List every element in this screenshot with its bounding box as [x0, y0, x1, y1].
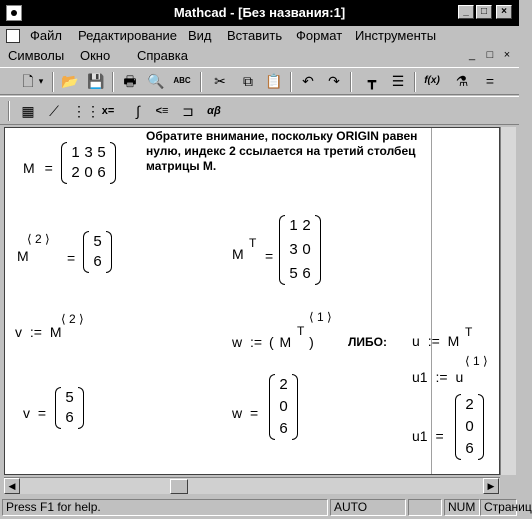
eq-sign: =	[44, 160, 53, 176]
eq-sign: =	[37, 405, 47, 421]
matrix-cell: 6	[279, 420, 288, 437]
matrix-cell: 6	[465, 440, 474, 457]
page-status: Страниц	[480, 499, 517, 516]
u-symbol: u	[412, 333, 420, 349]
eq-sign: =	[67, 250, 76, 266]
column-superscript: ⟨ 1 ⟩	[465, 354, 488, 368]
paste-icon[interactable]: 📋	[265, 73, 283, 89]
u-assignment[interactable]	[412, 333, 459, 349]
right-margin-line	[431, 128, 432, 474]
minimize-button[interactable]: _	[458, 5, 474, 19]
vertical-scrollbar[interactable]	[500, 127, 516, 475]
doc-close-button[interactable]: ×	[503, 49, 511, 61]
w-symbol: w	[232, 405, 243, 421]
transpose-superscript: T	[249, 236, 257, 250]
redo-icon[interactable]: ↷	[328, 73, 340, 89]
u1-assignment[interactable]	[412, 369, 463, 385]
menu-symbols[interactable]: Символы	[8, 48, 65, 63]
transpose-superscript: T	[465, 325, 473, 339]
num-status: NUM	[444, 499, 480, 516]
insert-unit-icon[interactable]: ⚗	[455, 73, 469, 89]
open-icon[interactable]: 📂	[61, 73, 79, 89]
caps-status	[408, 499, 442, 516]
u1-symbol: u1	[412, 369, 428, 385]
matrix-w[interactable]	[269, 374, 298, 440]
calculator-icon[interactable]: ▦	[21, 103, 35, 119]
m-symbol: M	[232, 246, 244, 262]
document-icon[interactable]	[6, 29, 20, 43]
scroll-left-icon[interactable]: ◀	[4, 478, 20, 494]
standard-toolbar	[0, 67, 519, 95]
u-symbol: u	[455, 369, 464, 385]
undo-icon[interactable]: ↶	[302, 73, 314, 89]
spellcheck-icon[interactable]: ABC	[173, 76, 191, 85]
matrix-cell: 5	[289, 265, 298, 282]
boolean-icon[interactable]: <≡	[155, 105, 169, 117]
worksheet[interactable]	[4, 127, 500, 475]
eq-sign: =	[265, 248, 274, 264]
cut-icon[interactable]: ✂	[214, 73, 226, 89]
new-icon[interactable]: 🗋	[22, 73, 34, 89]
status-bar	[0, 496, 532, 519]
greek-icon[interactable]: αβ	[207, 105, 221, 117]
matrix-cell: 6	[65, 409, 74, 426]
doc-minimize-button[interactable]: _	[468, 49, 476, 61]
note-text[interactable]: Обратите внимание, поскольку ORIGIN равен нулю, индекс 2 ссылается на третий столбец матрицы M.	[146, 129, 418, 173]
column-superscript: ⟨ 2 ⟩	[27, 232, 50, 246]
menu-insert[interactable]: Вставить	[227, 28, 283, 43]
horizontal-scrollbar[interactable]	[4, 477, 500, 494]
window-title: Mathcad - [Без названия:1]	[173, 5, 346, 20]
matrix-cell: 5	[97, 144, 106, 161]
assign-operator: :=	[29, 324, 42, 340]
assign-operator: :=	[435, 369, 448, 385]
save-icon[interactable]: 💾	[87, 73, 105, 89]
menu-file[interactable]: Файл	[30, 28, 62, 43]
menu-window[interactable]: Окно	[80, 48, 111, 63]
v-symbol: v	[23, 405, 30, 421]
calculus-icon[interactable]: ∫	[136, 103, 140, 119]
matrix-m[interactable]	[61, 142, 116, 184]
matrix-cell: 5	[65, 389, 74, 406]
w-symbol: w	[232, 334, 243, 350]
print-preview-icon[interactable]: 🔍	[147, 73, 165, 89]
matrix-cell: 2	[71, 164, 80, 181]
matrix-cell: 0	[279, 398, 288, 415]
matrix-cell: 2	[279, 376, 288, 393]
matrix-m-transpose[interactable]	[279, 215, 321, 285]
assign-operator: :=	[250, 334, 263, 350]
m-symbol: M	[23, 160, 35, 176]
paren: (	[268, 334, 274, 350]
insert-function-icon[interactable]: f(x)	[424, 75, 440, 86]
close-button[interactable]: ×	[496, 5, 512, 19]
eq-sign: =	[250, 405, 259, 421]
matrix-v[interactable]	[55, 387, 84, 429]
m-symbol: M	[279, 334, 292, 350]
v-evaluation[interactable]	[23, 405, 46, 421]
u1-symbol: u1	[412, 428, 428, 444]
evaluation-icon[interactable]: x=	[101, 105, 115, 117]
scroll-right-icon[interactable]: ▶	[483, 478, 499, 494]
matrix-cell: 3	[289, 241, 298, 258]
m-col2-expression[interactable]	[17, 248, 29, 264]
title-bar	[0, 0, 519, 26]
programming-icon[interactable]: ⊐	[182, 103, 194, 119]
print-icon[interactable]: 🖶	[123, 73, 137, 89]
u1-evaluation[interactable]	[412, 428, 444, 444]
column-superscript: ⟨ 2 ⟩	[61, 312, 84, 326]
eq-sign: =	[435, 428, 444, 444]
scroll-thumb[interactable]	[170, 479, 188, 494]
matrix-cell: 6	[302, 265, 311, 282]
m-symbol: M	[49, 324, 62, 340]
matrix-m-col2[interactable]	[83, 231, 112, 273]
menu-view[interactable]: Вид	[188, 28, 212, 43]
align-across-icon[interactable]: ┳	[367, 73, 377, 89]
v-symbol: v	[15, 324, 22, 340]
matrix-u1[interactable]	[455, 394, 484, 460]
matrix-cell: 6	[97, 164, 106, 181]
copy-icon[interactable]: ⧉	[243, 73, 253, 89]
menu-bar-row2	[0, 46, 519, 66]
auto-status: AUTO	[330, 499, 406, 516]
doc-restore-button[interactable]: □	[486, 49, 494, 61]
m-definition[interactable]	[23, 160, 53, 176]
matrix-cell: 0	[302, 241, 311, 258]
menu-bar	[0, 26, 519, 48]
matrix-cell: 3	[84, 144, 93, 161]
assign-operator: :=	[427, 333, 440, 349]
matrix-cell: 2	[302, 217, 311, 234]
m-symbol: M	[17, 248, 29, 264]
maximize-button[interactable]: □	[476, 5, 492, 19]
math-toolbar	[0, 96, 519, 125]
menu-edit[interactable]: Редактирование	[78, 28, 178, 43]
align-down-icon[interactable]: ☰	[391, 73, 405, 89]
lybo-label: ЛИБО:	[348, 335, 387, 349]
w-evaluation[interactable]	[232, 405, 258, 421]
m-transpose-expression[interactable]	[232, 246, 244, 262]
help-status: Press F1 for help.	[2, 499, 328, 516]
transpose-superscript: T	[297, 324, 305, 338]
matrix-cell: 1	[71, 144, 80, 161]
m-symbol: M	[447, 333, 460, 349]
v-assignment[interactable]	[15, 324, 62, 340]
menu-help[interactable]: Справка	[137, 48, 188, 63]
menu-format[interactable]: Формат	[296, 28, 343, 43]
paren: )	[309, 334, 314, 350]
matrix-cell: 6	[93, 253, 102, 270]
matrix-cell: 2	[465, 396, 474, 413]
column-superscript: ⟨ 1 ⟩	[309, 310, 332, 324]
graph-icon[interactable]: ⟋	[49, 103, 59, 119]
calculate-icon[interactable]: =	[485, 73, 495, 89]
dropdown-icon[interactable]: ▾	[38, 76, 44, 86]
matrix-cell: 1	[289, 217, 298, 234]
matrix-cell: 0	[465, 418, 474, 435]
matrix-cell: 0	[84, 164, 93, 181]
menu-tools[interactable]: Инструменты	[355, 28, 437, 43]
matrix-cell: 5	[93, 233, 102, 250]
matrix-icon[interactable]: ⋮⋮	[72, 103, 100, 119]
